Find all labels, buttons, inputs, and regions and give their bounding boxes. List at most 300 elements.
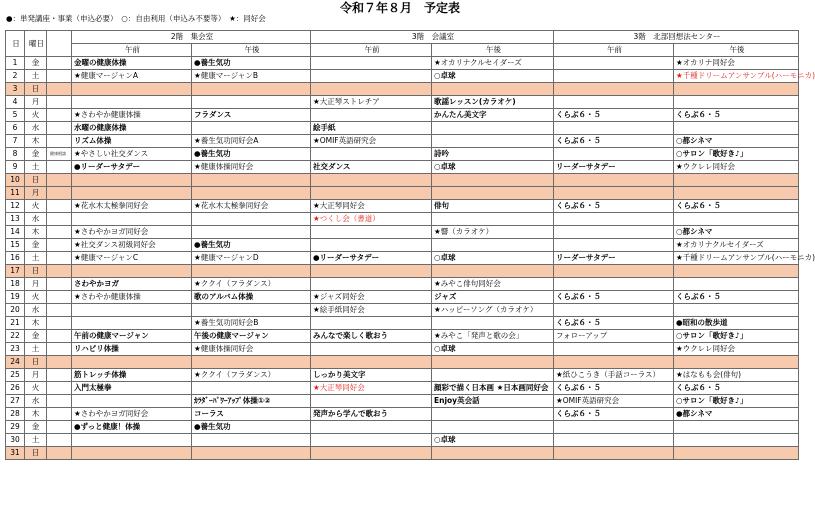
schedule-cell: フォローアップ [554, 330, 674, 343]
day-of-week: 金 [25, 330, 47, 343]
note-cell [47, 239, 72, 252]
schedule-cell [554, 83, 674, 96]
table-row [6, 122, 799, 135]
schedule-cell [432, 447, 554, 460]
schedule-cell: くらぶ６・５ [554, 109, 674, 122]
schedule-cell: ★健康体操同好会 [192, 343, 311, 356]
header-slot: 午後 [432, 44, 554, 57]
schedule-table [5, 30, 815, 460]
day-number: 23 [6, 343, 25, 356]
note-cell [47, 395, 72, 408]
schedule-cell [72, 356, 192, 369]
schedule-cell [432, 135, 554, 148]
schedule-cell: ★健康マージャンA [72, 70, 192, 83]
schedule-cell: ★オカリナ同好会 [674, 57, 799, 70]
schedule-cell [554, 70, 674, 83]
day-of-week: 日 [25, 83, 47, 96]
schedule-cell: ★ウクレレ同好会 [674, 343, 799, 356]
schedule-cell: ●リーダーサタデー [72, 161, 192, 174]
schedule-cell: ●都シネマ [674, 408, 799, 421]
header-room-3: 3階 北部回想法センター [554, 31, 799, 44]
schedule-cell [432, 408, 554, 421]
day-number: 26 [6, 382, 25, 395]
schedule-cell [674, 83, 799, 96]
schedule-cell [192, 356, 311, 369]
schedule-cell [311, 70, 432, 83]
table-row [6, 135, 799, 148]
schedule-cell: みんなで楽しく歌おう [311, 330, 432, 343]
day-number: 19 [6, 291, 25, 304]
table-row [6, 200, 799, 213]
day-of-week: 水 [25, 122, 47, 135]
schedule-cell [192, 382, 311, 395]
schedule-cell: ★ジャズ同好会 [311, 291, 432, 304]
table-row [6, 330, 799, 343]
page-title: 令和７年８月 予定表 [339, 1, 460, 15]
schedule-cell [554, 122, 674, 135]
day-of-week: 金 [25, 148, 47, 161]
schedule-cell: 筋トレッチ体操 [72, 369, 192, 382]
schedule-cell: さわやかヨガ [72, 278, 192, 291]
day-of-week: 土 [25, 252, 47, 265]
schedule-cell: くらぶ６・５ [554, 382, 674, 395]
note-cell [47, 148, 72, 161]
schedule-cell: ｶﾗﾀﾞｰﾊﾟﾜｰｱｯﾌﾟ体操①② [192, 395, 311, 408]
day-of-week: 月 [25, 96, 47, 109]
note-cell [47, 317, 72, 330]
schedule-cell [311, 109, 432, 122]
table-row [6, 421, 799, 434]
schedule-cell: ★大正琴ストレチア [311, 96, 432, 109]
day-number: 10 [6, 174, 25, 187]
table-row [6, 291, 799, 304]
schedule-cell [554, 187, 674, 200]
table-row [6, 408, 799, 421]
schedule-cell [554, 265, 674, 278]
schedule-cell: ★オカリナクルセイダーズ [674, 239, 799, 252]
schedule-cell: ★ウクレレ同好会 [674, 161, 799, 174]
schedule-cell: ★社交ダンス初級同好会 [72, 239, 192, 252]
schedule-cell: ★ハッピーソング（カラオケ） [432, 304, 554, 317]
schedule-cell: ★さわやかヨガ同好会 [72, 408, 192, 421]
schedule-cell [72, 304, 192, 317]
day-number: 28 [6, 408, 25, 421]
note-cell [47, 278, 72, 291]
schedule-cell [192, 122, 311, 135]
schedule-cell: くらぶ６・５ [554, 135, 674, 148]
schedule-cell: くらぶ６・５ [674, 291, 799, 304]
day-number: 20 [6, 304, 25, 317]
schedule-cell [72, 447, 192, 460]
note-cell [47, 122, 72, 135]
schedule-cell: ○卓球 [432, 434, 554, 447]
schedule-cell: ★さわやかヨガ同好会 [72, 226, 192, 239]
schedule-cell: ★響（カラオケ） [432, 226, 554, 239]
note-cell [47, 200, 72, 213]
schedule-cell [192, 83, 311, 96]
day-of-week: 日 [25, 174, 47, 187]
schedule-cell: 顔彩で描く日本画 ★日本画同好会 [432, 382, 554, 395]
schedule-cell [192, 96, 311, 109]
schedule-cell [72, 395, 192, 408]
schedule-cell: ○卓球 [432, 70, 554, 83]
schedule-cell: くらぶ６・５ [554, 291, 674, 304]
legend: ●：単発講座・事業（申込必要） ○：自由利用（申込み不要等） ★：同好会 [6, 14, 266, 23]
schedule-cell [674, 265, 799, 278]
schedule-cell [192, 304, 311, 317]
schedule-cell [554, 434, 674, 447]
schedule-cell: 絵手紙 [311, 122, 432, 135]
schedule-cell [554, 343, 674, 356]
note-cell [47, 304, 72, 317]
schedule-cell: ○都シネマ [674, 226, 799, 239]
schedule-cell [432, 356, 554, 369]
header-slot: 午前 [72, 44, 192, 57]
schedule-cell [311, 278, 432, 291]
day-of-week: 土 [25, 161, 47, 174]
schedule-cell [192, 174, 311, 187]
schedule-cell [311, 83, 432, 96]
schedule-cell [432, 317, 554, 330]
day-of-week: 火 [25, 200, 47, 213]
schedule-cell [674, 122, 799, 135]
schedule-cell: ●昭和の散歩道 [674, 317, 799, 330]
day-number: 24 [6, 356, 25, 369]
schedule-cell: ★大正琴同好会 [311, 200, 432, 213]
table-row [6, 226, 799, 239]
schedule-cell [72, 213, 192, 226]
day-number: 22 [6, 330, 25, 343]
day-number: 2 [6, 70, 25, 83]
schedule-cell: ●養生気功 [192, 148, 311, 161]
day-number: 9 [6, 161, 25, 174]
schedule-cell [311, 447, 432, 460]
schedule-cell: 歌謡レッスン(カラオケ) [432, 96, 554, 109]
schedule-cell [72, 265, 192, 278]
schedule-cell [311, 421, 432, 434]
table-row [6, 369, 799, 382]
schedule-cell [72, 317, 192, 330]
schedule-cell: フラダンス [192, 109, 311, 122]
note-cell [47, 265, 72, 278]
schedule-cell [674, 421, 799, 434]
note-label: 健康相談 [50, 150, 66, 156]
schedule-cell: 歌のアルバム体操 [192, 291, 311, 304]
note-cell [47, 291, 72, 304]
schedule-cell: ★千種ドリームアンサンブル(ハーモニカ) [674, 252, 799, 265]
schedule-cell: ★絵手紙同好会 [311, 304, 432, 317]
schedule-cell: ★千種ドリームアンサンブル(ハーモニカ) [674, 70, 799, 83]
schedule-cell: ○サロン「歌好き♪」 [674, 148, 799, 161]
schedule-cell [674, 174, 799, 187]
day-number: 31 [6, 447, 25, 460]
day-number: 15 [6, 239, 25, 252]
schedule-cell: リーダーサタデー [554, 252, 674, 265]
schedule-cell [432, 213, 554, 226]
schedule-cell [554, 239, 674, 252]
table-row [6, 239, 799, 252]
table-row [6, 148, 799, 161]
schedule-cell [311, 434, 432, 447]
schedule-cell [432, 187, 554, 200]
schedule-cell [554, 213, 674, 226]
schedule-cell [554, 304, 674, 317]
schedule-cell [432, 265, 554, 278]
schedule-cell [674, 304, 799, 317]
schedule-cell: ★はなもも会(俳句) [674, 369, 799, 382]
schedule-cell [311, 317, 432, 330]
table-row [6, 317, 799, 330]
note-cell [47, 161, 72, 174]
schedule-cell [432, 174, 554, 187]
day-number: 17 [6, 265, 25, 278]
day-number: 11 [6, 187, 25, 200]
schedule-cell: くらぶ６・５ [674, 382, 799, 395]
note-cell [47, 421, 72, 434]
schedule-cell: ○サロン「歌好き♪」 [674, 330, 799, 343]
schedule-cell: ★やさしい社交ダンス [72, 148, 192, 161]
day-of-week: 金 [25, 239, 47, 252]
schedule-cell [192, 265, 311, 278]
day-of-week: 火 [25, 291, 47, 304]
table-row [6, 343, 799, 356]
note-cell [47, 187, 72, 200]
schedule-cell: ★健康体操同好会 [192, 161, 311, 174]
schedule-cell: くらぶ６・５ [674, 109, 799, 122]
day-of-week: 土 [25, 70, 47, 83]
schedule-cell [554, 421, 674, 434]
note-cell [47, 330, 72, 343]
schedule-cell [72, 187, 192, 200]
note-cell [47, 213, 72, 226]
day-of-week: 木 [25, 408, 47, 421]
note-cell [47, 174, 72, 187]
schedule-cell [432, 421, 554, 434]
table-row [6, 96, 799, 109]
schedule-cell: ★OMIF英語研究会 [311, 135, 432, 148]
table-row [6, 174, 799, 187]
schedule-cell [554, 447, 674, 460]
table-row [6, 395, 799, 408]
schedule-cell [311, 356, 432, 369]
schedule-cell [674, 213, 799, 226]
schedule-cell [192, 447, 311, 460]
day-number: 5 [6, 109, 25, 122]
schedule-cell: ★紙ひこうき（手話コーラス） [554, 369, 674, 382]
schedule-cell [554, 174, 674, 187]
table-row [6, 213, 799, 226]
header-dow: 曜日 [25, 31, 47, 57]
schedule-cell: ★養生気功同好会A [192, 135, 311, 148]
schedule-cell: ○卓球 [432, 343, 554, 356]
schedule-cell: ★健康マージャンD [192, 252, 311, 265]
schedule-cell: Enjoy英会話 [432, 395, 554, 408]
schedule-cell: ★花水木太極拳同好会 [192, 200, 311, 213]
table-row [6, 109, 799, 122]
schedule-cell [311, 239, 432, 252]
note-cell [47, 96, 72, 109]
day-number: 1 [6, 57, 25, 70]
header-slot: 午後 [674, 44, 799, 57]
schedule-cell [192, 213, 311, 226]
note-cell [47, 252, 72, 265]
schedule-cell: 俳句 [432, 200, 554, 213]
schedule-cell: ジャズ [432, 291, 554, 304]
table-row [6, 252, 799, 265]
schedule-cell [554, 96, 674, 109]
table-row [6, 57, 799, 70]
schedule-cell: 午後の健康マージャン [192, 330, 311, 343]
note-cell [47, 382, 72, 395]
day-of-week: 日 [25, 356, 47, 369]
schedule-cell [432, 83, 554, 96]
day-of-week: 金 [25, 421, 47, 434]
schedule-cell: ○都シネマ [674, 135, 799, 148]
schedule-cell [432, 239, 554, 252]
schedule-cell [72, 434, 192, 447]
schedule-cell: ★さわやか健康体操 [72, 109, 192, 122]
table-row [6, 434, 799, 447]
note-cell [47, 57, 72, 70]
day-number: 18 [6, 278, 25, 291]
schedule-cell [311, 57, 432, 70]
day-of-week: 土 [25, 343, 47, 356]
schedule-cell: ★大正琴同好会 [311, 382, 432, 395]
schedule-cell: リハビリ体操 [72, 343, 192, 356]
schedule-cell [72, 83, 192, 96]
schedule-cell: ★みやこ「発声と歌の会」 [432, 330, 554, 343]
note-cell [47, 356, 72, 369]
schedule-cell: ●養生気功 [192, 421, 311, 434]
schedule-cell [311, 343, 432, 356]
schedule-cell [311, 174, 432, 187]
table-row [6, 70, 799, 83]
schedule-cell: ★養生気功同好会B [192, 317, 311, 330]
schedule-cell: ●ずっと健康！体操 [72, 421, 192, 434]
schedule-cell: くらぶ６・５ [554, 200, 674, 213]
day-number: 14 [6, 226, 25, 239]
table-row [6, 278, 799, 291]
day-number: 6 [6, 122, 25, 135]
schedule-cell: ★オカリナクルセイダーズ [432, 57, 554, 70]
schedule-cell: ●養生気功 [192, 239, 311, 252]
day-number: 12 [6, 200, 25, 213]
schedule-cell [311, 395, 432, 408]
table-row [6, 265, 799, 278]
table-row [6, 356, 799, 369]
schedule-cell [192, 187, 311, 200]
schedule-cell [554, 278, 674, 291]
schedule-cell: リーダーサタデー [554, 161, 674, 174]
schedule-cell [72, 96, 192, 109]
day-number: 30 [6, 434, 25, 447]
table-row [6, 447, 799, 460]
schedule-cell [311, 148, 432, 161]
schedule-cell: ○卓球 [432, 161, 554, 174]
schedule-cell: ○サロン「歌好き♪」 [674, 395, 799, 408]
day-of-week: 木 [25, 317, 47, 330]
header-room-1: 2階 集会室 [72, 31, 311, 44]
day-number: 25 [6, 369, 25, 382]
schedule-cell [311, 226, 432, 239]
day-of-week: 木 [25, 135, 47, 148]
header-blank [47, 31, 72, 57]
table-row [6, 187, 799, 200]
day-of-week: 月 [25, 187, 47, 200]
schedule-cell [674, 278, 799, 291]
schedule-cell [554, 57, 674, 70]
header-room-2: 3階 会議室 [311, 31, 554, 44]
day-number: 13 [6, 213, 25, 226]
day-number: 7 [6, 135, 25, 148]
schedule-cell: リズム体操 [72, 135, 192, 148]
day-of-week: 火 [25, 382, 47, 395]
day-number: 21 [6, 317, 25, 330]
schedule-cell [674, 447, 799, 460]
header-slot: 午後 [192, 44, 311, 57]
schedule-cell [674, 187, 799, 200]
day-of-week: 月 [25, 369, 47, 382]
schedule-cell [192, 434, 311, 447]
schedule-cell: しっかり美文字 [311, 369, 432, 382]
schedule-cell [674, 434, 799, 447]
day-number: 16 [6, 252, 25, 265]
schedule-cell: かんたん美文字 [432, 109, 554, 122]
schedule-cell: 入門太極拳 [72, 382, 192, 395]
note-cell [47, 70, 72, 83]
table-row [6, 161, 799, 174]
table-row [6, 304, 799, 317]
header-row-rooms [6, 31, 799, 44]
day-of-week: 水 [25, 395, 47, 408]
schedule-cell: ★みやこ俳句同好会 [432, 278, 554, 291]
header-slot: 午前 [554, 44, 674, 57]
schedule-cell: ●養生気功 [192, 57, 311, 70]
day-number: 8 [6, 148, 25, 161]
schedule-cell [311, 265, 432, 278]
schedule-cell: ●リーダーサタデー [311, 252, 432, 265]
day-of-week: 月 [25, 278, 47, 291]
schedule-cell [554, 226, 674, 239]
day-number: 29 [6, 421, 25, 434]
note-cell [47, 343, 72, 356]
day-of-week: 日 [25, 265, 47, 278]
schedule-cell: ★ククイ（フラダンス） [192, 369, 311, 382]
header-slot: 午前 [311, 44, 432, 57]
header-row-slots [6, 44, 799, 57]
schedule-cell: ★さわやか健康体操 [72, 291, 192, 304]
schedule-cell: ○卓球 [432, 252, 554, 265]
schedule-cell [72, 174, 192, 187]
table-row [6, 382, 799, 395]
note-cell [47, 408, 72, 421]
schedule-cell: 発声から学んで歌おう [311, 408, 432, 421]
note-cell [47, 83, 72, 96]
note-cell [47, 369, 72, 382]
note-cell [47, 135, 72, 148]
table-row [6, 83, 799, 96]
schedule-cell [554, 148, 674, 161]
note-cell [47, 109, 72, 122]
schedule-cell: くらぶ６・５ [554, 408, 674, 421]
day-number: 4 [6, 96, 25, 109]
schedule-cell: ★ククイ（フラダンス） [192, 278, 311, 291]
day-of-week: 土 [25, 434, 47, 447]
schedule-cell [311, 187, 432, 200]
schedule-cell: くらぶ６・５ [554, 317, 674, 330]
schedule-cell: ★つくし会（書道） [311, 213, 432, 226]
schedule-cell: 水曜の健康体操 [72, 122, 192, 135]
